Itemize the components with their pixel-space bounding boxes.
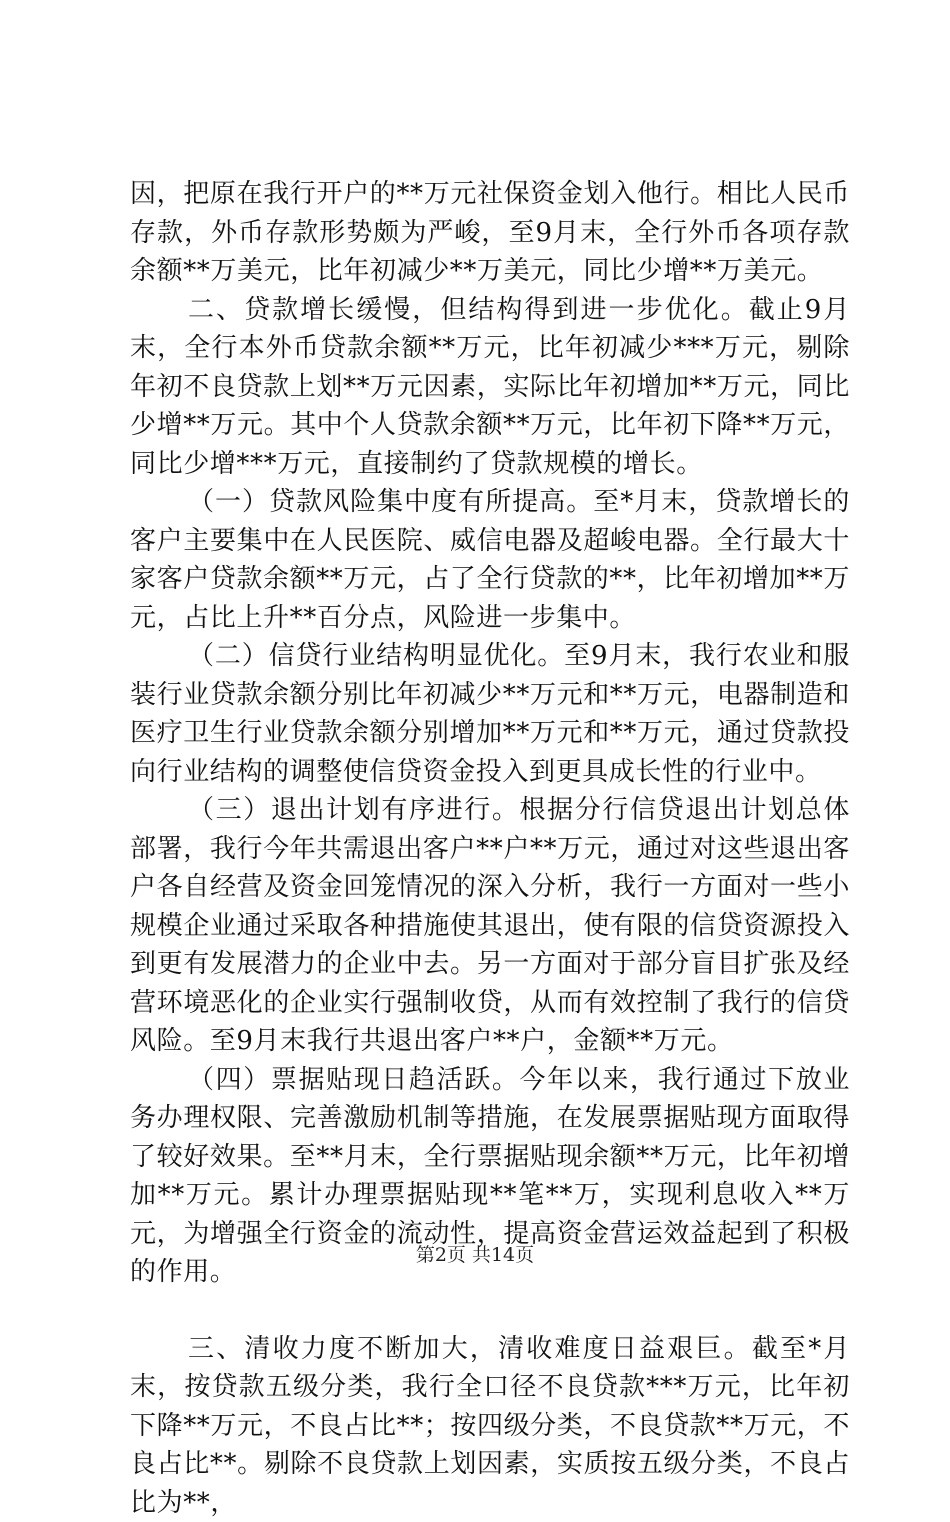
paragraph-risk-concentration: （一）贷款风险集中度有所提高。至*月末，贷款增长的客户主要集中在人民医院、威信电器及超峻电器。全行最大十家客户贷款余额**万元，占了全行贷款的**，比年初增加**万元，占比上升**百分点，风险进一步集中。 bbox=[130, 483, 850, 637]
paragraph-deposits: 因，把原在我行开户的**万元社保资金划入他行。相比人民币存款，外币存款形势颇为严峻，至9月末，全行外币各项存款余额**万美元，比年初减少**万美元，同比少增**万美元。 bbox=[130, 175, 850, 291]
paragraph-industry-structure: （二）信贷行业结构明显优化。至9月末，我行农业和服装行业贷款余额分别比年初减少**万元和**万元，电器制造和医疗卫生行业贷款余额分别增加**万元和**万元，通过贷款投向行业结构的调整使信贷资金投入到更具成长性的行业中。 bbox=[130, 637, 850, 791]
body-text bbox=[130, 175, 850, 1522]
paragraph-collection: 三、清收力度不断加大，清收难度日益艰巨。截至*月末，按贷款五级分类，我行全口径不良贷款***万元，比年初下降**万元，不良占比**；按四级分类，不良贷款**万元，不良占比**。剔除不良贷款上划因素，实质按五级分类，不良占比为**， bbox=[130, 1330, 850, 1522]
page-footer: 第2页 共14页 bbox=[0, 1240, 950, 1267]
paragraph-exit-plan: （三）退出计划有序进行。根据分行信贷退出计划总体部署，我行今年共需退出客户**户**万元，通过对这些退出客户各自经营及资金回笼情况的深入分析，我行一方面对一些小规模企业通过采取各种措施使其退出，使有限的信贷资源投入到更有发展潜力的企业中去。另一方面对于部分盲目扩张及经营环境恶化的企业实行强制收贷，从而有效控制了我行的信贷风险。至9月末我行共退出客户**户，金额**万元。 bbox=[130, 791, 850, 1061]
paragraph-gap bbox=[130, 1292, 850, 1330]
paragraph-loans: 二、贷款增长缓慢，但结构得到进一步优化。截止9月末，全行本外币贷款余额**万元，比年初减少***万元，剔除年初不良贷款上划**万元因素，实际比年初增加**万元，同比少增**万元。其中个人贷款余额**万元，比年初下降**万元，同比少增***万元，直接制约了贷款规模的增长。 bbox=[130, 291, 850, 484]
paragraph-bill-discount: （四）票据贴现日趋活跃。今年以来，我行通过下放业务办理权限、完善激励机制等措施，在发展票据贴现方面取得了较好效果。至**月末，全行票据贴现余额**万元，比年初增加**万元。累计办理票据贴现**笔**万，实现利息收入**万元，为增强全行资金的流动性，提高资金营运效益起到了积极的作用。 bbox=[130, 1061, 850, 1292]
